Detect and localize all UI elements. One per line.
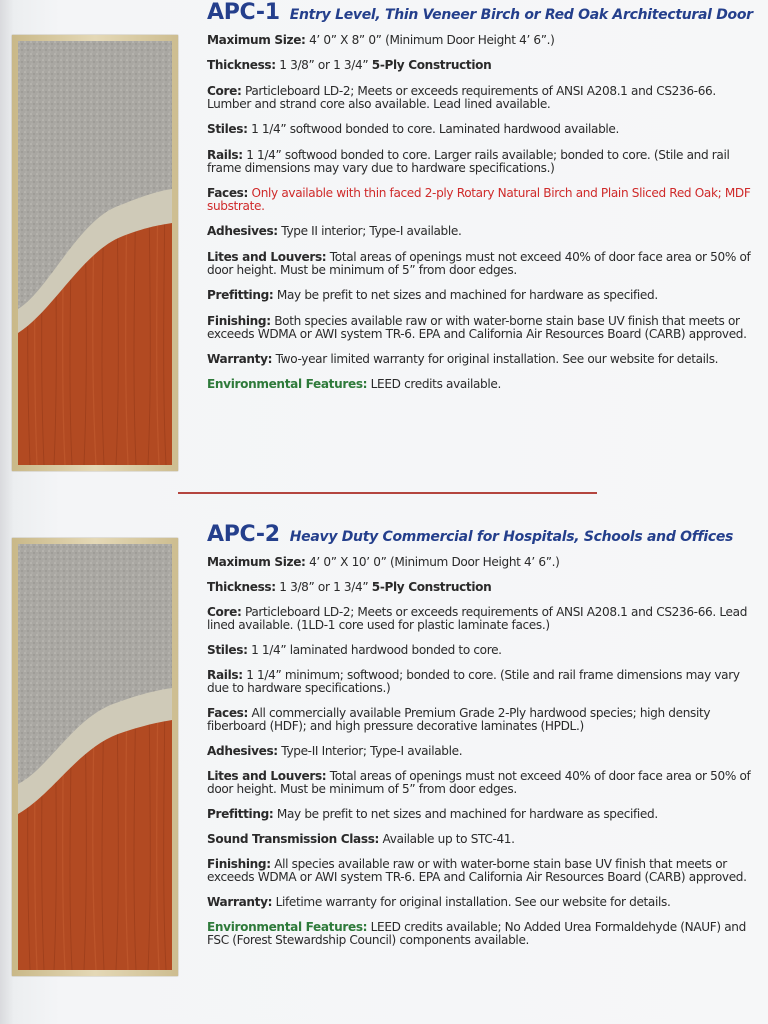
spec-value: Total areas of openings must not exceed 40% of door face area or 50% of door height. Must be minimum of 5” from door edges. xyxy=(207,249,751,277)
spec-value-bold: 5-Ply Construction xyxy=(371,580,492,594)
spec-label: Adhesives: xyxy=(207,224,278,239)
spec-value: 4’ 0” X 10’ 0” (Minimum Door Height 4’ 6”.) xyxy=(309,555,560,569)
spec-label: Maximum Size: xyxy=(207,555,306,569)
spec-finishing xyxy=(207,858,763,884)
spec-label: Prefitting: xyxy=(207,288,274,303)
spec-label: Prefitting: xyxy=(207,807,274,821)
spec-value: Type-II Interior; Type-I available. xyxy=(281,744,463,758)
spec-value: LEED credits available. xyxy=(370,377,501,392)
spec-rails xyxy=(207,669,763,695)
spec-stiles xyxy=(207,644,763,657)
spec-label: Core: xyxy=(207,605,242,619)
spec-label: Thickness: xyxy=(207,580,276,594)
door-image-apc2 xyxy=(12,538,178,976)
spec-environmental-features xyxy=(207,378,763,391)
spec-label: Warranty: xyxy=(207,895,273,909)
spec-label: Finishing: xyxy=(207,313,271,328)
apc1-heading xyxy=(207,0,763,34)
spec-maximum-size xyxy=(207,34,763,47)
spec-label: Lites and Louvers: xyxy=(207,769,327,783)
spec-label: Stiles: xyxy=(207,122,248,137)
spec-maximum-size xyxy=(207,556,763,569)
apc1-section xyxy=(207,0,763,404)
spec-label: Environmental Features: xyxy=(207,920,368,934)
spec-thickness xyxy=(207,581,763,594)
spec-value: May be prefit to net sizes and machined for hardware as specified. xyxy=(276,288,658,303)
spec-label: Rails: xyxy=(207,147,243,162)
spec-sound-transmission-class xyxy=(207,833,763,846)
spec-value: 1 1/4” minimum; softwood; bonded to core. (Stile and rail frame dimensions may vary due to hardware specifications.) xyxy=(207,668,740,695)
spec-value: LEED credits available; No Added Urea Formaldehyde (NAUF) and FSC (Forest Stewardship Council) components available. xyxy=(207,920,746,947)
spec-faces xyxy=(207,187,763,213)
door-sample-graphic xyxy=(18,544,172,970)
spec-value: Both species available raw or with water-borne stain base UV finish that meets or exceeds WDMA or AWI system TR-6. EPA and California Air Resources Board (CARB) approved. xyxy=(207,313,747,341)
apc2-section xyxy=(207,522,763,959)
apc2-subtitle: Heavy Duty Commercial for Hospitals, Schools and Offices xyxy=(289,529,734,545)
apc1-code: APC-1 xyxy=(207,0,280,25)
spec-adhesives xyxy=(207,225,763,238)
spec-prefitting xyxy=(207,289,763,302)
spec-value: 1 1/4” softwood bonded to core. Larger rails available; bonded to core. (Stile and rail frame dimensions may vary due to hardware specifications.) xyxy=(207,147,730,175)
spec-stiles xyxy=(207,123,763,136)
apc1-subtitle: Entry Level, Thin Veneer Birch or Red Oak Architectural Door xyxy=(289,7,753,23)
spec-lites-and-louvers xyxy=(207,251,763,277)
spec-label: Lites and Louvers: xyxy=(207,249,327,264)
spec-value: All commercially available Premium Grade 2-Ply hardwood species; high density fiberboard (HDF); and high pressure decorative laminates (HPDL.) xyxy=(207,706,711,733)
spec-faces xyxy=(207,707,763,733)
spec-core xyxy=(207,606,763,632)
spec-label: Maximum Size: xyxy=(207,33,306,47)
spec-value: 1 3/8” or 1 3/4” xyxy=(279,58,369,73)
spec-prefitting xyxy=(207,808,763,821)
spec-value-bold: 5-Ply Construction xyxy=(371,58,492,73)
spec-warranty xyxy=(207,896,763,909)
spec-label: Sound Transmission Class: xyxy=(207,832,380,846)
spec-label: Warranty: xyxy=(207,351,273,366)
spec-label: Core: xyxy=(207,83,242,98)
spec-label: Environmental Features: xyxy=(207,377,368,392)
spec-rails xyxy=(207,149,763,175)
spec-value: Available up to STC-41. xyxy=(382,832,515,846)
spec-value: All species available raw or with water-borne stain base UV finish that meets or exceeds WDMA or AWI system TR-6. EPA and California Air Resources Board (CARB) approved. xyxy=(207,857,747,884)
spec-finishing xyxy=(207,315,763,341)
spec-value: 1 1/4” softwood bonded to core. Laminated hardwood available. xyxy=(251,122,620,137)
spec-label: Stiles: xyxy=(207,643,248,657)
spec-label: Finishing: xyxy=(207,857,271,871)
spec-label: Adhesives: xyxy=(207,744,278,758)
spec-value: 1 1/4” laminated hardwood bonded to core. xyxy=(251,643,502,657)
apc2-heading xyxy=(207,522,763,556)
spec-label: Thickness: xyxy=(207,58,276,73)
spec-thickness xyxy=(207,59,763,72)
spec-adhesives xyxy=(207,745,763,758)
door-image-apc1 xyxy=(12,35,178,471)
section-divider xyxy=(178,492,597,494)
spec-value: Two-year limited warranty for original installation. See our website for details. xyxy=(275,351,719,366)
spec-value: Particleboard LD-2; Meets or exceeds requirements of ANSI A208.1 and CS236-66. Lumber and strand core also available. Lead lined available. xyxy=(207,83,716,111)
spec-lites-and-louvers xyxy=(207,770,763,796)
spec-core xyxy=(207,85,763,111)
spec-value: Particleboard LD-2; Meets or exceeds requirements of ANSI A208.1 and CS236-66. Lead lined available. (1LD-1 core used for plastic laminate faces.) xyxy=(207,605,748,632)
spec-label: Rails: xyxy=(207,668,243,682)
apc2-code: APC-2 xyxy=(207,522,280,547)
spec-value: Only available with thin faced 2-ply Rotary Natural Birch and Plain Sliced Red Oak; MDF substrate. xyxy=(207,185,751,213)
spec-value: 1 3/8” or 1 3/4” xyxy=(279,580,369,594)
spec-warranty xyxy=(207,353,763,366)
door-sample-graphic xyxy=(18,41,172,465)
spec-value: May be prefit to net sizes and machined for hardware as specified. xyxy=(276,807,658,821)
spec-label: Faces: xyxy=(207,706,249,720)
spec-value: 4’ 0” X 8” 0” (Minimum Door Height 4’ 6”.) xyxy=(309,33,555,47)
spec-label: Faces: xyxy=(207,185,249,200)
spec-value: Type II interior; Type-I available. xyxy=(281,224,462,239)
spec-environmental-features xyxy=(207,921,763,947)
spec-value: Total areas of openings must not exceed 40% of door face area or 50% of door height. Must be minimum of 5” from door edges. xyxy=(207,769,751,796)
spec-value: Lifetime warranty for original installation. See our website for details. xyxy=(275,895,671,909)
